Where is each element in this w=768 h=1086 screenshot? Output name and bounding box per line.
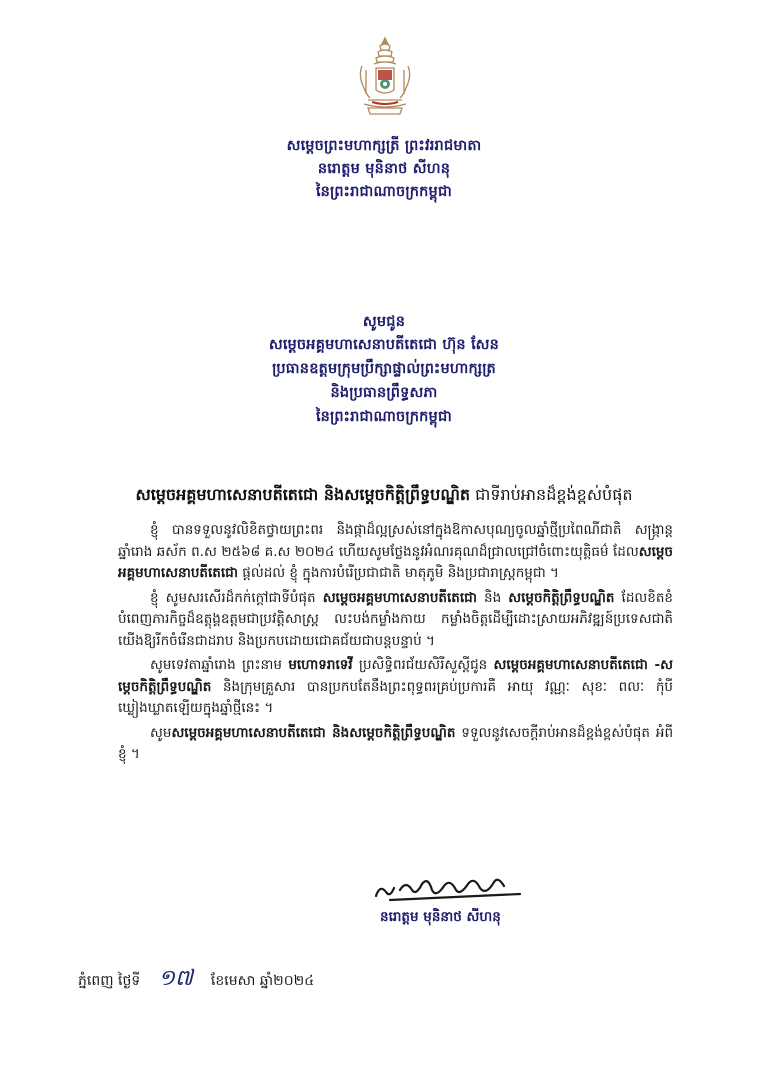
salutation-rest: ជាទីរាប់អានដ៏ខ្ពង់ខ្ពស់បំផុត — [470, 485, 633, 504]
sender-line-3: នៃព្រះរាជាណាចក្រកម្ពុជា — [316, 184, 452, 200]
handwritten-signature — [370, 866, 530, 906]
salutation-bold: សម្តេចអគ្គមហាសេនាបតីតេជោ និងសម្តេចកិត្តិព្រឹទ្ធបណ្ឌិត — [135, 485, 471, 504]
letter-body — [118, 520, 673, 769]
date-prefix: ភ្នំពេញ ថ្ងៃទី — [78, 973, 141, 989]
body-text: ទទួលនូវសេចក្តីរាប់អានដ៏ខ្ពង់ខ្ពស់បំផុត អំពីខ្ញុំ ។ — [118, 724, 674, 762]
date-day: ១៧ — [158, 966, 193, 991]
body-text: និង — [476, 589, 509, 606]
body-text: ខ្ញុំ បានទទួលនូវលិខិតថ្វាយព្រះពរ និងផ្កាដ៏ល្អស្រស់នៅក្នុងឱកាសបុណ្យចូលឆ្នាំថ្មីប្រពៃណីជាតិ សង្ក្រាន្ត ឆ្នាំរោង ឆស័ក ព.ស ២៥៦៨ គ.ស ២០២៤ ហើយសូមថ្លែងនូវអំណរគុណដ៏ជ្រាលជ្រៅចំពោះយុត្តិធម៌ ដែល — [118, 522, 673, 560]
sender-line-2: នរោត្តម មុនិនាថ សីហនុ — [317, 161, 451, 177]
bold-name: សម្តេចអគ្គមហាសេនាបតីតេជោ — [322, 589, 477, 606]
body-text: និងក្រុមគ្រួសារ បានប្រកបតែនឹងព្រះពុទ្ធពរគ្រប់ប្រការគឺ អាយុ វណ្ណៈ សុខៈ ពលៈ កុំបីឃ្លៀងឃ្លាតឡើយក្នុងឆ្នាំថ្មីនេះ ។ — [118, 678, 673, 716]
signature-name: នរោត្តម មុនិនាថ សីហនុ — [380, 909, 501, 925]
body-text: ផ្តល់ដល់ ខ្ញុំ ក្នុងការបំរើប្រជាជាតិ មាតុភូមិ និងប្រជារាស្ត្រកម្ពុជា ។ — [237, 565, 559, 581]
bold-name: សម្តេចកិត្តិព្រឹទ្ធបណ្ឌិត — [508, 589, 615, 606]
recipient-line-2: ប្រធានឧត្តមក្រុមប្រឹក្សាផ្ទាល់ព្រះមហាក្សត្រ — [272, 361, 496, 377]
body-text: ដែលខិតខំបំពេញភារកិច្ចដ៏ឧត្តុង្គឧត្តមជាប្រវត្តិសាស្ត្រ លះបង់កម្លាំងកាយ កម្លាំងចិត្តដើម្បីដោះស្រាយអភិវឌ្ឍន៍ប្រទេសជាតិយើងឱ្យរីកចំរើនជាដរាប និងប្រកបដោយជោគជ័យជាបន្តបន្ទាប់ ។ — [118, 589, 673, 649]
body-text: ខ្ញុំ សូមសរសើរដ៏កក់ក្តៅជាទីបំផុត — [150, 589, 323, 606]
bold-name: សម្តេចអគ្គមហាសេនាបតីតេជោ — [118, 543, 673, 581]
body-text: ប្រសិទ្ធិពរជ័យសិរីសួស្តីជូន — [352, 657, 494, 673]
bold-name: មហោទរាទេវី — [288, 657, 353, 673]
bold-name: សម្តេចអគ្គមហាសេនាបតីតេជោ និងសម្តេចកិត្តិព្រឹទ្ធបណ្ឌិត — [171, 724, 456, 741]
body-text: សូមទេវតាឆ្នាំរោង ព្រះនាម — [150, 657, 289, 673]
bold-name: សម្តេចអគ្គមហាសេនាបតីតេជោ -សម្តេចកិត្តិព្រឹទ្ធបណ្ឌិត — [118, 657, 673, 695]
body-paragraph — [118, 520, 673, 585]
body-text: សូម — [150, 724, 172, 741]
salutation — [0, 484, 768, 508]
body-paragraph — [118, 655, 673, 720]
date-line — [78, 964, 314, 996]
date-suffix: ខែមេសា ឆ្នាំ២០២៤ — [210, 973, 315, 989]
sender-line-1: សម្តេចព្រះមហាក្សត្រី ព្រះវររាជមាតា — [286, 138, 482, 154]
royal-crest-icon — [354, 36, 416, 122]
recipient-line-1: សម្តេចអគ្គមហាសេនាបតីតេជោ ហ៊ុន សែន — [268, 337, 500, 353]
body-paragraph — [118, 588, 673, 653]
body-paragraph — [118, 723, 673, 766]
recipient-line-4: នៃព្រះរាជាណាចក្រកម្ពុជា — [316, 409, 452, 425]
recipient-line-3: និងប្រធានព្រឹទ្ធសភា — [330, 385, 438, 401]
to-label: សូមជូន — [362, 314, 406, 330]
